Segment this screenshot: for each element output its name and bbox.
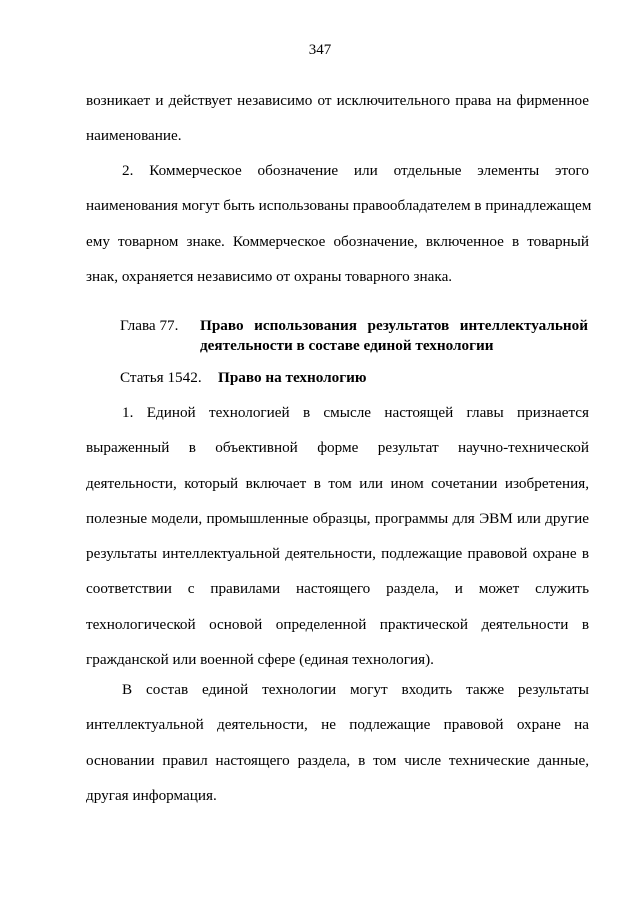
article-heading: [120, 368, 590, 388]
article-title-text: Право на технологию: [218, 369, 367, 386]
text-line: другая информация.: [86, 786, 217, 804]
text-line: 1. Единой технологией в смысле настоящей главы признается: [122, 404, 589, 421]
chapter-title-line: Право использования результатов интеллектуальной: [200, 317, 588, 334]
text-line: интеллектуальной деятельности, не подлежащие правовой охране на: [86, 716, 589, 734]
chapter-title: [200, 316, 588, 356]
text-line: деятельности, который включает в том или ином сочетании изобретения,: [86, 474, 589, 492]
text-line: гражданской или военной сфере (единая технология).: [86, 651, 434, 669]
text-line: 2. Коммерческое обозначение или отдельные элементы этого: [122, 162, 589, 179]
article-label: Статья 1542.: [120, 369, 202, 386]
text-line: основании правил настоящего раздела, в том числе технические данные,: [86, 751, 589, 769]
text-line: ему товарном знаке. Коммерческое обозначение, включенное в товарный: [86, 232, 589, 250]
text-line: технологической основой определенной практической деятельности в: [86, 615, 589, 633]
text-line: знак, охраняется независимо от охраны товарного знака.: [86, 267, 453, 285]
chapter-heading: [120, 316, 590, 356]
article-title: [218, 368, 518, 388]
text-line: соответствии с правилами настоящего раздела, и может служить: [86, 580, 589, 598]
page-number: 347: [308, 42, 332, 58]
chapter-label: Глава 77.: [120, 317, 179, 334]
text-line: результаты интеллектуальной деятельности, подлежащие правовой охране в: [86, 545, 589, 563]
article-paragraph-1: [86, 403, 589, 685]
paragraph-item-2: [86, 161, 592, 302]
text-line: наименования могут быть использованы правообладателем в принадлежащем: [86, 197, 592, 215]
text-line: выраженный в объективной форме результат научно-технической: [86, 439, 589, 457]
paragraph-continuation: [86, 91, 589, 162]
text-line: возникает и действует независимо от исключительного права на фирменное: [86, 92, 589, 109]
chapter-title-line: деятельности в составе единой технологии: [200, 337, 494, 354]
text-line: В состав единой технологии могут входить также результаты: [122, 681, 589, 698]
text-line: полезные модели, промышленные образцы, программы для ЭВМ или другие: [86, 509, 589, 527]
article-paragraph-2: [86, 680, 589, 821]
text-line: наименование.: [86, 127, 182, 145]
